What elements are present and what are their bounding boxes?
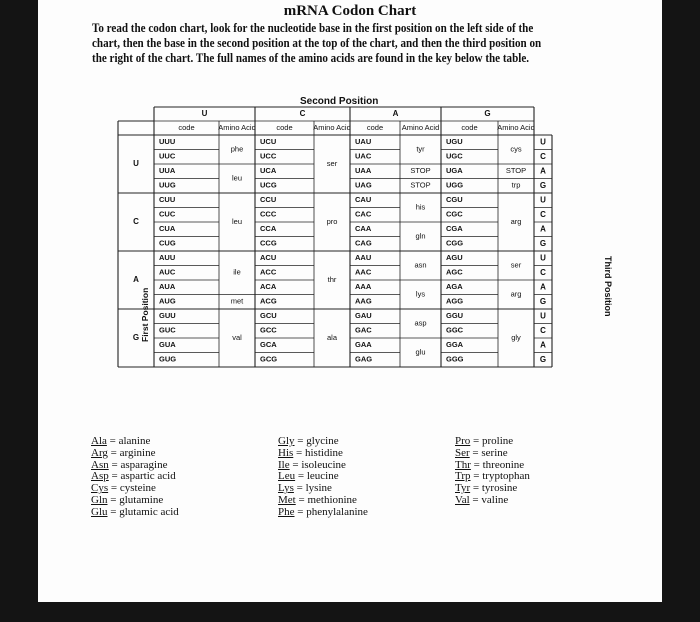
amino-acid-label: arg (510, 289, 522, 299)
codon: ACA (260, 282, 277, 292)
amino-acid-label: met (230, 296, 244, 306)
codon: CUU (159, 195, 176, 205)
codon: ACC (260, 267, 277, 277)
key-full-name: asparagine (120, 458, 168, 471)
page-title: mRNA Codon Chart (283, 3, 417, 19)
key-abbreviation: Ala (91, 435, 107, 447)
codon: UUU (159, 137, 176, 147)
key-entry (91, 507, 179, 519)
key-separator: = (108, 458, 121, 471)
amino-acid-label: ser (326, 158, 338, 168)
amino-acid-label: STOP (410, 166, 431, 176)
key-full-name: methionine (307, 493, 357, 506)
codon: AUG (159, 296, 176, 306)
amino-acid-label: val (232, 332, 242, 342)
key-full-name: lysine (305, 482, 332, 495)
codon: GUU (159, 311, 176, 321)
second-position-label: Second Position (300, 96, 379, 107)
instruction-line: To read the codon chart, look for the nucleotide base in the first position on the left side of the (92, 21, 534, 35)
amino-acid-label: asn (414, 260, 427, 270)
second-base-label: G (484, 109, 491, 119)
key-full-name: glutamic acid (119, 505, 179, 518)
codon: AAA (355, 282, 372, 292)
key-entry (455, 495, 530, 507)
key-separator: = (469, 446, 482, 459)
codon: UAG (355, 180, 372, 190)
amino-acid-label: his (415, 202, 426, 212)
amino-acid-label: STOP (505, 166, 527, 176)
key-full-name: serine (481, 446, 508, 459)
key-abbreviation: Glu (91, 505, 108, 518)
key-separator: = (293, 446, 305, 459)
key-separator: = (470, 482, 482, 495)
codon: CCC (260, 209, 277, 219)
key-abbreviation: Asn (91, 458, 109, 471)
third-base-label: G (539, 180, 547, 190)
amino-acid-header: Amino Acid (401, 122, 440, 132)
amino-acid-header: Amino Acid (313, 122, 351, 132)
codon: CUA (159, 224, 176, 234)
key-separator: = (293, 482, 306, 495)
amino-acid-label: gln (415, 231, 426, 241)
amino-acid-label: leu (231, 173, 243, 183)
key-separator: = (106, 435, 119, 447)
codon: CCU (260, 195, 277, 205)
key-full-name: isoleucine (301, 458, 346, 471)
amino-acid-label: phe (230, 144, 244, 154)
codon: UUC (159, 151, 176, 161)
code-header: code (178, 122, 195, 132)
codon: CGC (446, 209, 463, 219)
amino-acid-label: asp (414, 318, 427, 328)
code-header: code (366, 122, 384, 132)
key-full-name: proline (482, 435, 514, 447)
code-header: code (461, 122, 478, 132)
amino-acid-label: pro (326, 216, 338, 226)
third-base-label: C (540, 325, 546, 335)
key-full-name: phenylalanine (306, 505, 368, 518)
codon: UAA (355, 166, 372, 176)
second-base-label: A (392, 109, 399, 119)
third-base-label: G (539, 238, 547, 248)
key-abbreviation: Gln (91, 493, 108, 506)
key-separator: = (107, 505, 120, 518)
second-base-label: U (201, 109, 208, 119)
instruction-line: the right of the chart. The full names of the amino acids are found in the key below the table. (92, 51, 530, 65)
first-position-label: First Position (140, 287, 150, 342)
key-separator: = (469, 493, 482, 506)
third-base-label: A (540, 282, 546, 292)
codon: AGG (446, 296, 464, 306)
codon: UGC (446, 151, 463, 161)
key-full-name: threonine (482, 458, 525, 471)
codon: AGU (446, 253, 463, 263)
codon: UAU (355, 137, 372, 147)
instruction-line: chart, then the base in the second position at the top of the chart, and then the third position on (92, 36, 542, 50)
codon: UCU (260, 137, 277, 147)
code-header: code (276, 122, 293, 132)
key-abbreviation: Met (278, 493, 296, 506)
third-base-label: U (540, 253, 546, 263)
third-base-label: C (540, 267, 546, 277)
codon: GCC (260, 325, 277, 335)
third-base-label: G (539, 354, 547, 364)
key-abbreviation: Lys (278, 482, 294, 495)
key-full-name: tryptophan (482, 470, 530, 483)
codon: UGA (446, 166, 463, 176)
codon: UCC (260, 151, 277, 161)
key-separator: = (470, 470, 483, 483)
amino-acid-label: ala (326, 332, 338, 342)
codon: AUA (159, 282, 176, 292)
key-full-name: leucine (306, 470, 339, 483)
third-base-label: C (540, 151, 546, 161)
amino-acid-label: trp (511, 180, 521, 190)
codon: UCA (260, 166, 277, 176)
key-full-name: arginine (119, 446, 156, 459)
third-base-label: U (540, 311, 546, 321)
codon: AGC (446, 267, 463, 277)
third-base-label: U (540, 195, 546, 205)
first-base-label: C (133, 217, 139, 227)
codon: ACU (260, 253, 277, 263)
third-position-label: Third Position (603, 256, 613, 317)
codon: CCA (260, 224, 277, 234)
first-base-label: G (132, 333, 140, 343)
key-full-name: glutamine (119, 493, 164, 506)
key-abbreviation: Ile (278, 458, 290, 471)
key-separator: = (108, 482, 120, 495)
third-base-label: C (540, 209, 546, 219)
key-abbreviation: Phe (278, 505, 295, 518)
codon: CUG (159, 238, 176, 248)
codon: GGG (446, 354, 464, 364)
codon: GCG (260, 354, 278, 364)
key-full-name: glycine (306, 435, 339, 447)
second-base-label: C (299, 109, 306, 119)
codon-chart-page (38, 0, 662, 602)
codon: CUC (159, 209, 176, 219)
codon: CCG (260, 238, 277, 248)
codon-table (38, 0, 662, 440)
amino-acid-label: cys (510, 144, 522, 154)
key-separator: = (294, 435, 307, 447)
codon: AUU (159, 253, 176, 263)
key-column-1 (91, 436, 179, 519)
key-separator: = (295, 493, 308, 506)
codon: GUG (159, 354, 177, 364)
codon: UGU (446, 137, 463, 147)
third-base-label: G (539, 296, 547, 306)
codon: GUC (159, 325, 176, 335)
codon: UUA (159, 166, 176, 176)
codon: CAU (355, 195, 372, 205)
key-abbreviation: Arg (91, 446, 108, 459)
codon: UGG (446, 180, 464, 190)
key-full-name: alanine (118, 435, 151, 447)
key-entry (278, 507, 368, 519)
third-base-label: U (540, 137, 546, 147)
key-full-name: cysteine (119, 482, 156, 495)
key-separator: = (107, 446, 120, 459)
key-separator: = (294, 505, 307, 518)
codon: AAU (355, 253, 372, 263)
third-base-label: A (540, 166, 546, 176)
key-separator: = (107, 493, 120, 506)
key-abbreviation: Tyr (455, 482, 471, 495)
amino-acid-label: thr (327, 274, 337, 284)
key-separator: = (295, 470, 307, 483)
codon: GGA (446, 340, 464, 350)
amino-acid-label: lys (415, 289, 426, 299)
codon: CGG (446, 238, 464, 248)
key-separator: = (470, 458, 483, 471)
third-base-label: A (540, 224, 546, 234)
key-abbreviation: Thr (455, 458, 471, 471)
codon: GGC (446, 325, 464, 335)
key-full-name: tyrosine (481, 482, 518, 495)
key-abbreviation: His (278, 446, 294, 459)
key-abbreviation: Gly (278, 435, 295, 447)
amino-acid-label: glu (415, 347, 426, 357)
codon: AAC (355, 267, 372, 277)
amino-acid-label: leu (231, 216, 243, 226)
amino-acid-label: arg (510, 216, 522, 226)
key-separator: = (108, 470, 121, 483)
key-abbreviation: Leu (278, 470, 296, 483)
third-base-label: A (540, 340, 546, 350)
codon: GAG (355, 354, 373, 364)
codon: CAC (355, 209, 372, 219)
codon: UUG (159, 180, 176, 190)
codon: AAG (355, 296, 372, 306)
amino-acid-label: ile (233, 267, 241, 277)
codon: GCA (260, 340, 277, 350)
codon: GCU (260, 311, 277, 321)
amino-acid-label: STOP (410, 180, 431, 190)
codon: UCG (260, 180, 277, 190)
key-abbreviation: Ser (455, 446, 470, 459)
codon: GGU (446, 311, 464, 321)
key-abbreviation: Pro (455, 435, 471, 447)
key-abbreviation: Trp (455, 470, 471, 483)
amino-acid-label: gly (511, 332, 521, 342)
codon: UAC (355, 151, 372, 161)
key-abbreviation: Asp (91, 470, 109, 483)
key-separator: = (470, 435, 482, 447)
codon: AUC (159, 267, 176, 277)
codon: ACG (260, 296, 277, 306)
key-full-name: valine (481, 493, 509, 506)
codon: GAC (355, 325, 372, 335)
codon: GAA (355, 340, 372, 350)
amino-acid-header: Amino Acid (497, 122, 535, 132)
key-column-2 (278, 436, 368, 519)
codon: AGA (446, 282, 463, 292)
codon: GAU (355, 311, 372, 321)
first-base-label: U (133, 159, 139, 169)
key-full-name: aspartic acid (120, 470, 176, 483)
key-abbreviation: Val (455, 493, 470, 506)
first-base-label: A (133, 275, 139, 285)
codon: CAA (355, 224, 372, 234)
codon: CAG (355, 238, 372, 248)
codon: CGA (446, 224, 463, 234)
amino-acid-label: ser (510, 260, 522, 270)
key-abbreviation: Cys (91, 482, 109, 495)
codon: GUA (159, 340, 176, 350)
key-separator: = (289, 458, 302, 471)
key-column-3 (455, 436, 530, 507)
codon: CGU (446, 195, 463, 205)
key-full-name: histidine (305, 446, 343, 459)
amino-acid-label: tyr (416, 144, 425, 154)
amino-acid-header: Amino Acid (218, 122, 256, 132)
